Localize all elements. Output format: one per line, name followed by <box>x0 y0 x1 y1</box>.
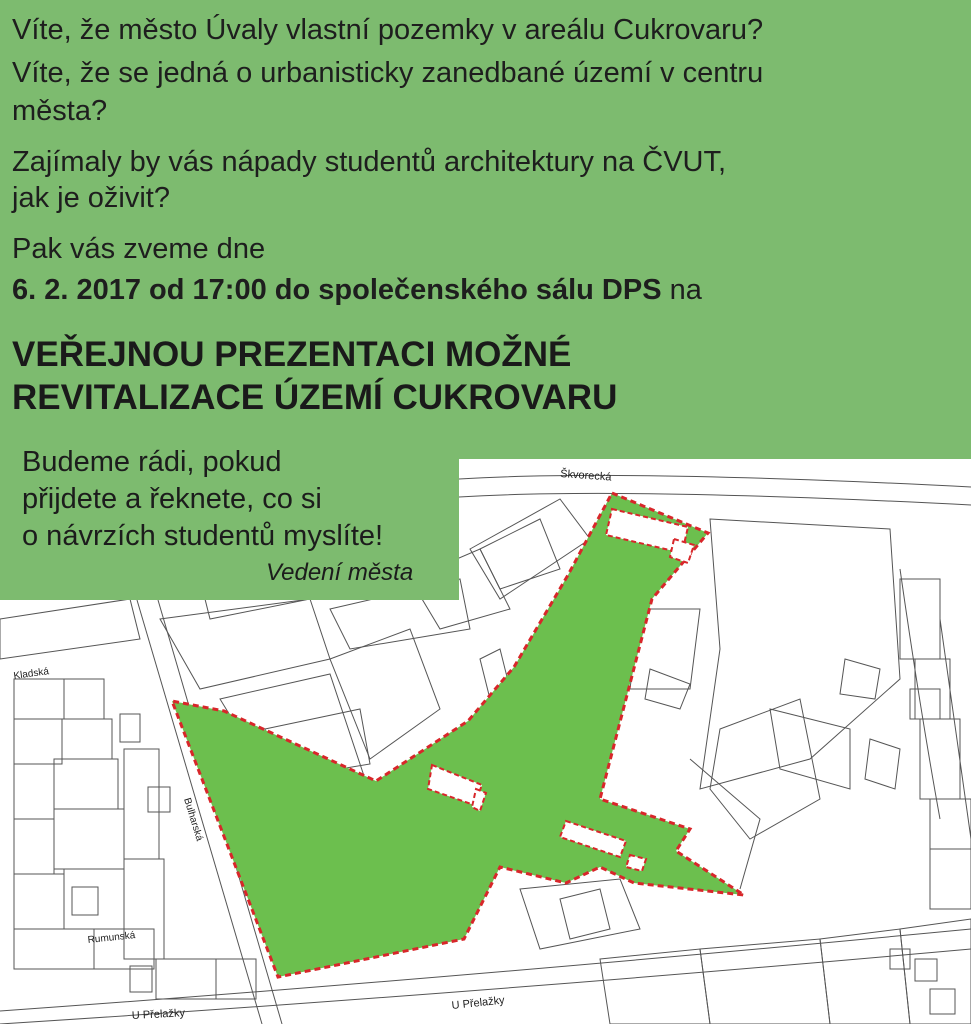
street-label-rumunska: Rumunská <box>87 930 136 946</box>
street-label-skvorecka: Škvorecká <box>559 468 612 484</box>
intro-question-3-cont: jak je oživit? <box>12 182 170 214</box>
intro-question-3: Zajímaly by vás nápady studentů architektury na ČVUT, <box>12 146 727 178</box>
intro-question-2: Víte, že se jedná o urbanisticky zanedbané území v centru <box>12 57 764 89</box>
headline-line-1: VEŘEJNOU PREZENTACI MOŽNÉ <box>12 335 572 374</box>
street-label-u-prelazky-center: U Přelažky <box>451 994 506 1012</box>
invitation-tail: na <box>661 274 702 306</box>
intro-question-2-cont: města? <box>12 95 108 127</box>
event-date-place: 6. 2. 2017 od 17:00 do společenského sálu DPS <box>12 274 662 306</box>
callout-line-1: Budeme rádi, pokud <box>22 446 282 478</box>
callout-line-2: přijdete a řeknete, co si <box>22 483 322 515</box>
street-label-bulharska: Bulharská <box>181 796 205 843</box>
invitation-details <box>12 272 702 308</box>
headline-line-2: REVITALIZACE ÚZEMÍ CUKROVARU <box>12 378 618 417</box>
invitation-lead: Pak vás zveme dne <box>12 233 266 265</box>
signature: Vedení města <box>266 559 414 586</box>
intro-question-1: Víte, že město Úvaly vlastní pozemky v areálu Cukrovaru? <box>12 14 764 46</box>
street-label-kladska: Kladská <box>12 666 50 682</box>
callout-line-3: o návrzích studentů myslíte! <box>22 520 384 552</box>
street-label-u-prelazky-left: U Přelažky <box>131 1007 186 1022</box>
